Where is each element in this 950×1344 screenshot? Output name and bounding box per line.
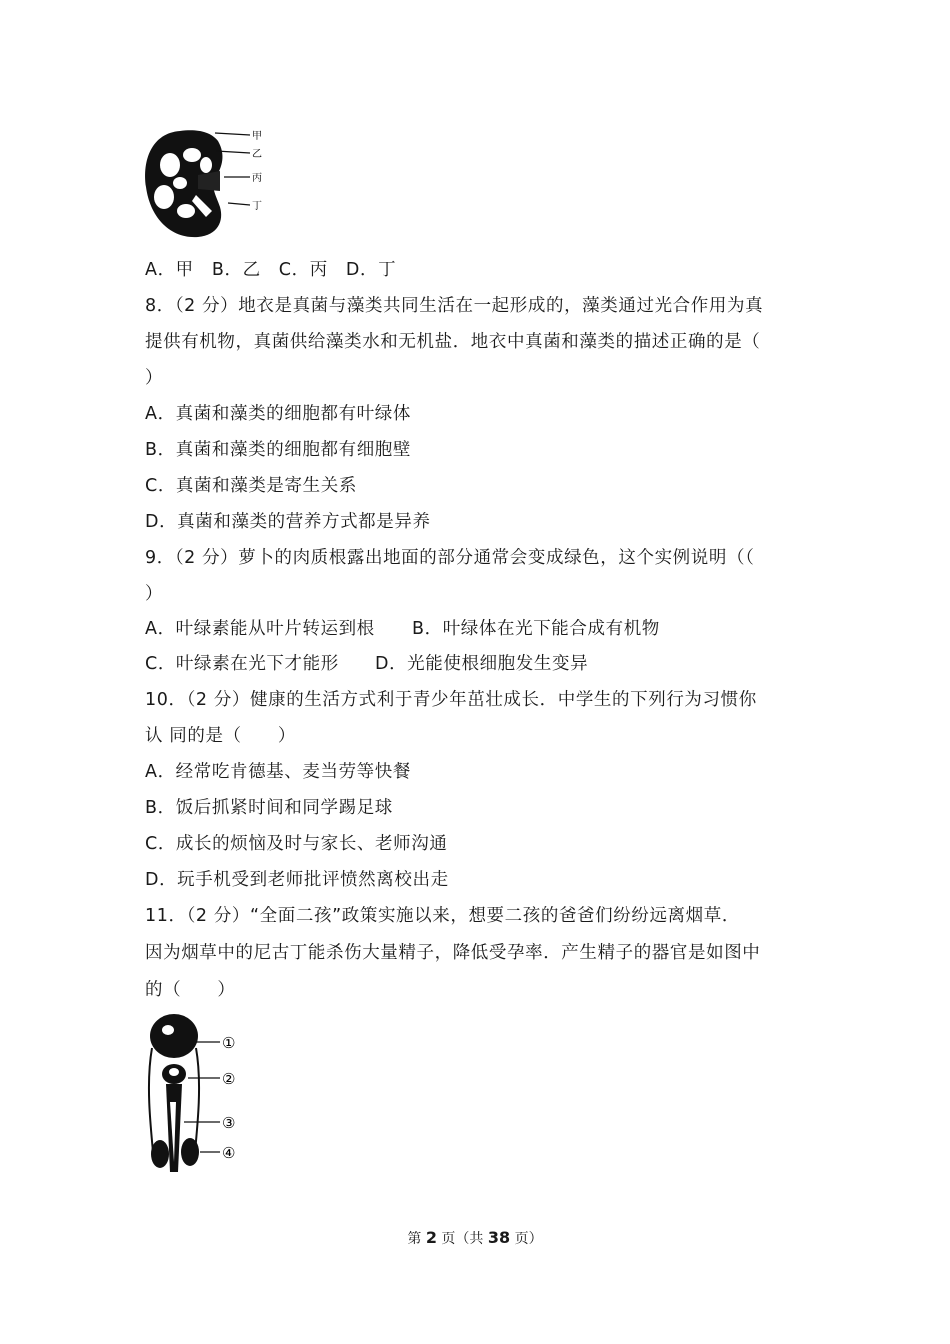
q11-stem-line2: 因为烟草中的尼古丁能杀伤大量精子，降低受孕率．产生精子的器官是如图中	[145, 943, 761, 963]
q10-option-d: D．玩手机受到老师批评愤然离校出走	[145, 870, 449, 890]
q10-stem-line1: 10．（2 分）健康的生活方式利于青少年茁壮成长．中学生的下列行为习惯你	[145, 690, 757, 710]
figure-label-4: ④	[222, 1144, 236, 1162]
q9-stem-line2: ）	[145, 584, 164, 604]
figure-label-3: ③	[222, 1114, 236, 1132]
q9-option-c: C．叶绿素在光下才能形	[145, 654, 339, 674]
q10-option-a: A．经常吃肯德基、麦当劳等快餐	[145, 762, 411, 782]
footer-prefix: 第	[407, 1231, 426, 1247]
footer-page-number: 2	[425, 1228, 437, 1247]
q8-stem-line1: 8．（2 分）地衣是真菌与藻类共同生活在一起形成的，藻类通过光合作用为真	[145, 296, 764, 316]
kidney-label-yi: 乙	[252, 149, 262, 160]
figure-label-1: ①	[222, 1034, 236, 1052]
q8-option-d: D．真菌和藻类的营养方式都是异养	[145, 512, 431, 532]
kidney-label-jia: 甲	[252, 131, 262, 142]
kidney-label-bing: 丙	[252, 173, 262, 184]
footer-total-pages: 38	[487, 1228, 511, 1247]
kidney-label-ding: 丁	[252, 201, 262, 212]
q8-option-c: C．真菌和藻类是寄生关系	[145, 476, 357, 496]
q7-options: A．甲 B．乙 C．丙 D．丁	[145, 260, 397, 280]
footer-suffix: 页）	[510, 1231, 543, 1247]
kidney-figure	[140, 125, 275, 243]
q8-stem-line3: ）	[145, 368, 164, 388]
q11-stem-line3: 的（ ）	[145, 980, 236, 1000]
q9-option-d: D．光能使根细胞发生变异	[375, 654, 589, 674]
reproductive-system-figure	[140, 1012, 250, 1177]
q8-stem-line2: 提供有机物，真菌供给藻类水和无机盐．地衣中真菌和藻类的描述正确的是（	[145, 332, 761, 352]
q8-option-a: A．真菌和藻类的细胞都有叶绿体	[145, 404, 411, 424]
figure-label-2: ②	[222, 1070, 236, 1088]
q11-stem-line1: 11．（2 分）“全面二孩”政策实施以来，想要二孩的爸爸们纷纷远离烟草．	[145, 906, 740, 926]
q10-stem-line2: 认 同的是（ ）	[145, 726, 296, 746]
q8-option-b: B．真菌和藻类的细胞都有细胞壁	[145, 440, 412, 460]
q10-option-b: B．饭后抓紧时间和同学踢足球	[145, 798, 393, 818]
q9-option-a: A．叶绿素能从叶片转运到根	[145, 619, 375, 639]
q10-option-c: C．成长的烦恼及时与家长、老师沟通	[145, 834, 448, 854]
footer-middle: 页（共	[436, 1231, 488, 1247]
page-footer	[0, 1228, 950, 1248]
q9-stem-line1: 9．（2 分）萝卜的肉质根露出地面的部分通常会变成绿色，这个实例说明（（	[145, 548, 755, 568]
q9-option-b: B．叶绿体在光下能合成有机物	[412, 619, 660, 639]
